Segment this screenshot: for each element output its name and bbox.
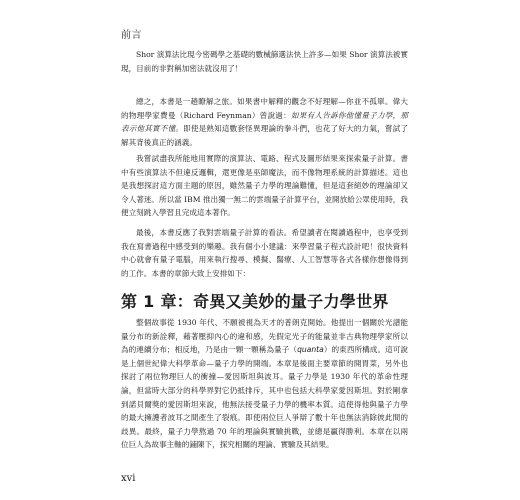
feynman-intro-text: 總之，本書是一趟瞭解之旅。如果書中解釋的觀念不好理解—你並不孤單。偉大的物理學家費曼（Richard Feynman）曾說過： xyxy=(121,97,408,120)
paragraph-chapter-summary xyxy=(121,316,408,452)
running-head: 前言 xyxy=(121,30,142,41)
paragraph-shor: Shor 演算法比現今密碼學之基礎的數械篩選法快上許多—如果 Shor 演算法被實現，目前的非對稱加密法就沒用了！ xyxy=(121,50,408,73)
quanta-term: quanta xyxy=(297,345,324,355)
feynman-quote: 如果有人告訴你他懂量子力學，那表示他其實不懂。 xyxy=(121,110,408,134)
paragraph-approach: 我嘗試盡我所能地用實際的演算法、電路、程式及圖形結果來探索量子計算。書中有些演算法不但違反邏輯，還更像是巫師魔法，而不像物理系統的計算描述。這也是我想探討這方面主題的原因，雖然量子力學的理論難懂，但是這套絕妙的理論卻又令人著迷。所以當 IBM 推出獨一無二的雲端量子計算平台，並開放給公眾使用時，我便立刻跳入學習且完成這本著作。 xyxy=(121,154,408,218)
paragraph-feynman xyxy=(121,95,408,149)
summary-text-end: ）的東西所構成。這可說是上個世紀偉大科學革命—量子力學的開端。本章是後面主要章節的開胃菜，另外也探討了兩位物理巨人的衝撞—愛因斯坦與波耳。量子力學是 1930 年代的革命性理論，但當時大部分的科學界對它仍抵排斥，其中也包括大科學家愛因斯坦。對於剛拿到諾貝爾獎的愛因斯坦來說，他無法接受量子力學的機率本質。這使得他與量子力學的最大擁護者波耳之間產生了裂痕。即使兩位巨人爭辯了數十年也無法消除彼此間的歧異。最終，量子力學熬過 70 年的理論與實驗挑戰，並總是贏得勝利。本章在以兩位巨人為故事主軸的鋪陳下，探究相關的理論、實驗及其結果。 xyxy=(121,345,408,450)
summary-text-start: 整個故事從 1930 年代、不願被視為天才的普朗克開始。他提出一個關於光譜能量分布的新詮釋，藉著壓抑內心的違和感，先假定光子的能量並非古典物理學家所以為的連續分布；相反地，乃是由一顆一顆稱為量子（ xyxy=(121,318,408,355)
chapter-heading: 第 1 章：奇異又美妙的量子力學世界 xyxy=(121,292,389,311)
feynman-after-text: 即使是熟知這數套怪異理論的拳斗們，也花了好大的力氣，嘗試了解其背後真正的涵義。 xyxy=(121,124,408,147)
page-number: xvi xyxy=(121,473,136,484)
paragraph-conclusion: 最後，本書反應了我對雲端量子計算的看法。希望讀者在閱讀過程中，也享受到我在寫書過程中感受到的樂趣。我有個小小建議：來學習量子程式設計吧！很快資料中心就會有量子電腦，用來執行搜尋、模擬、醫療、人工智慧等各式各樣你想像得到的工作。本書的章節大致上安排如下： xyxy=(121,228,408,278)
